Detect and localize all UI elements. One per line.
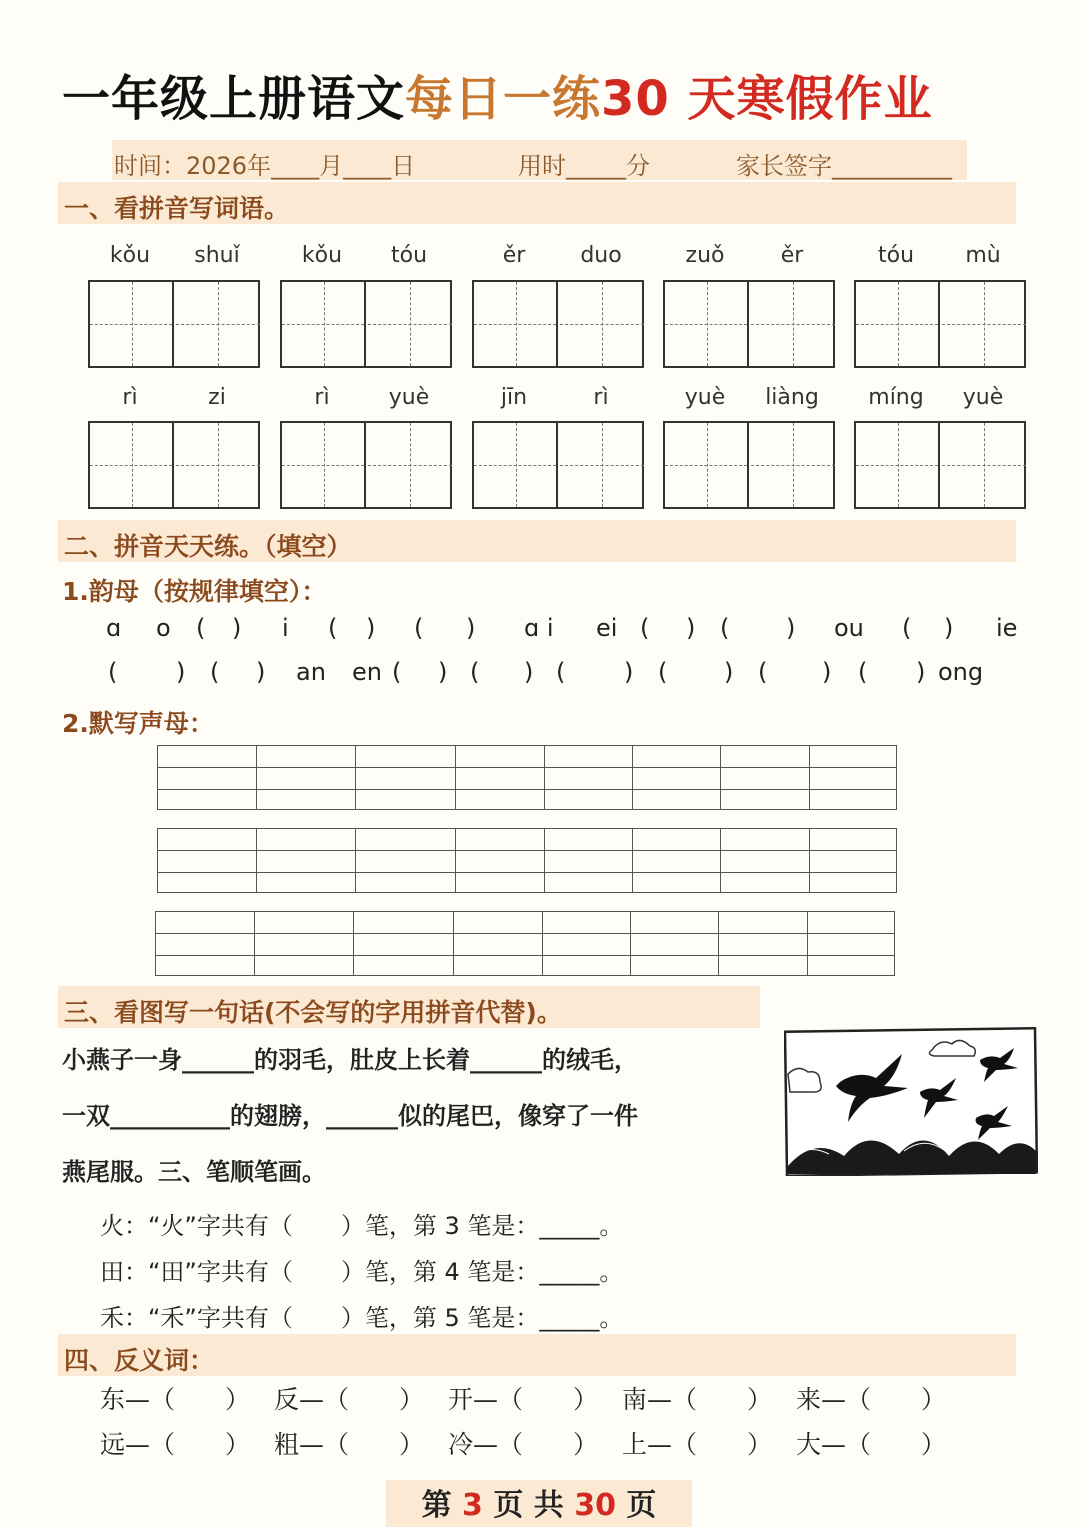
grid-cell[interactable] [560,423,644,507]
final-item: en [352,658,382,686]
initials-subheading: 2.默写声母： [62,709,214,738]
grid-guide-line [324,282,325,366]
final-item: o [156,614,171,642]
section-4-heading: 四、反义词： [58,1334,1016,1376]
grid-guide-line [856,465,938,466]
four-line-grid[interactable] [157,828,897,893]
grid-line [158,789,896,790]
grid-line [158,767,896,768]
grid-line [156,933,894,934]
section-1-heading: 一、看拼音写词语。 [58,182,1016,224]
pinyin-syllable: kǒu [109,243,151,268]
grid-line [718,912,719,975]
tianzige-grid[interactable] [854,421,1026,509]
stroke-question[interactable]: 火：“火”字共有（ ）笔，第 3 笔是：_____。 [100,1212,624,1240]
final-item: ) [438,658,448,686]
grid-guide-line [474,324,556,325]
tianzige-grid[interactable] [663,280,835,368]
grid-guide-line [410,423,411,507]
stroke-question[interactable]: 禾：“禾”字共有（ ）笔，第 5 笔是：_____。 [100,1304,624,1332]
pinyin-syllable: duo [580,243,622,268]
final-item: ( [902,614,912,642]
final-item: ) [822,658,832,686]
tianzige-grid[interactable] [472,280,644,368]
grid-line [453,912,454,975]
final-item: ( [108,658,118,686]
grid-line [455,746,456,809]
final-item: ( [758,658,768,686]
final-item: ) [916,658,926,686]
tianzige-grid[interactable] [472,421,644,509]
pinyin-syllable: tóu [390,243,428,268]
tianzige-grid[interactable] [663,421,835,509]
grid-cell[interactable] [665,282,749,366]
final-item: ) [176,658,186,686]
grid-guide-line [665,465,747,466]
grid-guide-line [90,465,172,466]
pinyin-syllable: rì [314,385,330,410]
grid-guide-line [707,423,708,507]
pinyin-syllable: yuè [388,385,430,410]
grid-line [256,746,257,809]
pinyin-syllable: yuè [684,385,726,410]
tianzige-grid[interactable] [854,280,1026,368]
pinyin-syllable: míng [868,385,924,410]
tianzige-grid[interactable] [280,421,452,509]
final-item: ie [996,614,1018,642]
antonym-item[interactable]: 开—（ ） [448,1385,599,1414]
grid-cell[interactable] [282,282,366,366]
final-item: ( [556,658,566,686]
pinyin-syllable: jīn [500,385,528,410]
grid-line [544,829,545,892]
grid-guide-line [282,465,364,466]
grid-line [809,829,810,892]
final-item: ( [720,614,730,642]
final-item: ) [786,614,796,642]
pinyin-syllable: ěr [780,243,804,268]
sentence-line-1[interactable]: 小燕子一身______的羽毛，肚皮上长着______的绒毛， [62,1046,638,1074]
antonym-item[interactable]: 来—（ ） [796,1385,947,1414]
final-item: ( [858,658,868,686]
pinyin-syllable: zuǒ [685,243,725,268]
swallows-picture [784,1026,1038,1176]
grid-cell[interactable] [474,282,558,366]
tianzige-grid[interactable] [88,421,260,509]
grid-cell[interactable] [176,282,260,366]
final-item: ( [210,658,220,686]
grid-guide-line [516,423,517,507]
grid-cell[interactable] [751,423,835,507]
grid-guide-line [282,324,364,325]
grid-guide-line [90,324,172,325]
antonym-item[interactable]: 东—（ ） [100,1385,251,1414]
grid-cell[interactable] [90,423,174,507]
grid-line [455,829,456,892]
final-item: ) [256,658,266,686]
pinyin-syllable: shuǐ [194,243,240,268]
pinyin-syllable: rì [122,385,138,410]
grid-line [353,912,354,975]
final-item: ɑ i [524,614,554,642]
date-field[interactable]: 时间：2026年____月____日 [114,152,416,180]
grid-guide-line [324,423,325,507]
grid-cell[interactable] [368,282,452,366]
grid-guide-line [516,282,517,366]
sentence-line-2[interactable]: 一双__________的翅膀，______似的尾巴，像穿了一件 [62,1102,638,1130]
grid-guide-line [793,423,794,507]
final-item: ( [328,614,338,642]
tianzige-grid[interactable] [280,280,452,368]
grid-guide-line [132,423,133,507]
grid-line [156,955,894,956]
antonym-item[interactable]: 上—（ ） [622,1430,773,1459]
grid-line [544,746,545,809]
final-item: ) [944,614,954,642]
grid-line [542,912,543,975]
grid-line [809,746,810,809]
grid-cell[interactable] [560,282,644,366]
duration-field[interactable]: 用时_____分 [518,152,650,180]
grid-guide-line [984,282,985,366]
final-item: ou [834,614,864,642]
grid-cell[interactable] [665,423,749,507]
grid-line [158,850,896,851]
grid-line [630,912,631,975]
grid-guide-line [602,282,603,366]
page-title [62,60,933,129]
final-item: ) [366,614,376,642]
four-line-grid[interactable] [157,745,897,810]
antonym-item[interactable]: 远—（ ） [100,1430,251,1459]
grid-guide-line [132,282,133,366]
grid-cell[interactable] [368,423,452,507]
grid-guide-line [410,282,411,366]
grid-line [632,829,633,892]
grid-guide-line [665,324,747,325]
grid-line [158,872,896,873]
final-item: ɑ [106,614,122,642]
pinyin-syllable: zi [208,385,226,410]
pinyin-syllable: rì [593,385,609,410]
antonym-item[interactable]: 冷—（ ） [448,1430,599,1459]
info-bar [112,140,967,180]
antonym-item[interactable]: 南—（ ） [622,1385,773,1414]
grid-line [355,829,356,892]
sentence-line-3: 燕尾服。三、笔顺笔画。 [62,1158,326,1186]
grid-guide-line [793,282,794,366]
stroke-question[interactable]: 田：“田”字共有（ ）笔，第 4 笔是：_____。 [100,1258,624,1286]
grid-guide-line [984,423,985,507]
grid-line [720,829,721,892]
final-item: ) [724,658,734,686]
final-item: an [296,658,326,686]
final-item: ) [524,658,534,686]
section-2-heading: 二、拼音天天练。（填空） [58,520,1016,562]
grid-guide-line [218,282,219,366]
grid-guide-line [474,465,556,466]
pinyin-syllable: tóu [877,243,915,268]
antonym-item[interactable]: 反—（ ） [274,1385,425,1414]
grid-cell[interactable] [942,423,1026,507]
pinyin-syllable: mù [965,243,1001,268]
grid-cell[interactable] [90,282,174,366]
grid-line [254,912,255,975]
grid-line [632,746,633,809]
title-part-3: 30 天寒假作业 [601,71,933,127]
grid-line [256,829,257,892]
final-item: ( [196,614,206,642]
title-part-2: 每日一练 [405,71,602,127]
final-item: ( [640,614,650,642]
final-item: ( [392,658,402,686]
final-item: ( [658,658,668,686]
total-pages: 30 [574,1488,616,1523]
grid-line [355,746,356,809]
pinyin-syllable: kǒu [301,243,343,268]
grid-cell[interactable] [282,423,366,507]
final-item: ( [470,658,480,686]
final-item: ) [686,614,696,642]
grid-cell[interactable] [942,282,1026,366]
grid-line [807,912,808,975]
grid-cell[interactable] [474,423,558,507]
final-item: ei [596,614,618,642]
grid-cell[interactable] [856,423,940,507]
final-item: ) [466,614,476,642]
grid-guide-line [898,282,899,366]
grid-line [720,746,721,809]
section-3-heading: 三、看图写一句话(不会写的字用拼音代替)。 [58,986,760,1028]
title-part-1: 一年级上册语文 [62,71,406,127]
antonym-item[interactable]: 粗—（ ） [274,1430,425,1459]
current-page: 3 [462,1488,483,1523]
finals-subheading: 1.韵母（按规律填空）： [62,577,327,606]
final-item: i [282,614,289,642]
grid-cell[interactable] [856,282,940,366]
pinyin-syllable: liàng [765,385,819,410]
grid-guide-line [856,324,938,325]
page-counter: 第 3 页 共 30 页 [386,1480,692,1527]
four-line-grid[interactable] [155,911,895,976]
final-item: ong [938,658,984,686]
pinyin-syllable: ěr [502,243,526,268]
parent-signature-field[interactable]: 家长签字__________ [736,152,952,180]
grid-guide-line [898,423,899,507]
final-item: ) [232,614,242,642]
tianzige-grid[interactable] [88,280,260,368]
final-item: ( [414,614,424,642]
pinyin-syllable: yuè [962,385,1004,410]
grid-guide-line [707,282,708,366]
grid-cell[interactable] [176,423,260,507]
antonym-item[interactable]: 大—（ ） [796,1430,947,1459]
grid-guide-line [218,423,219,507]
grid-guide-line [602,423,603,507]
grid-cell[interactable] [751,282,835,366]
final-item: ) [624,658,634,686]
